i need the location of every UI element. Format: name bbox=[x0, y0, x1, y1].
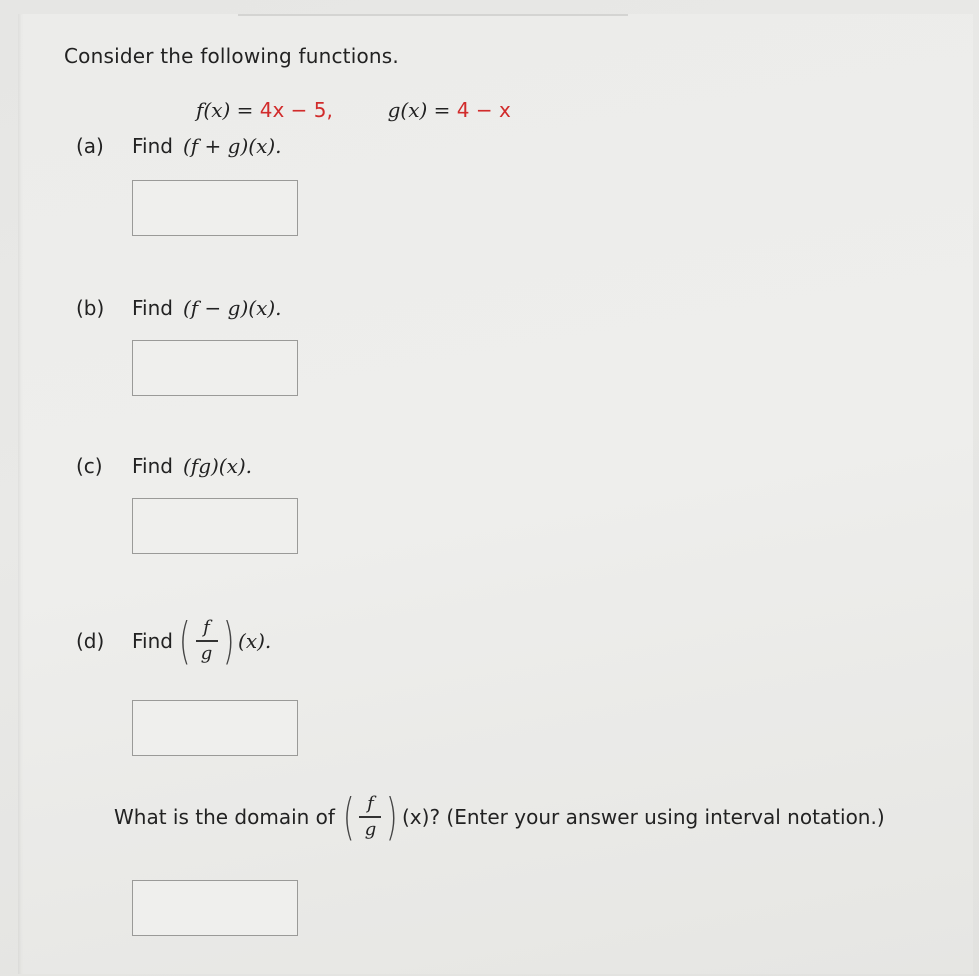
part-expression: (fg)(x). bbox=[182, 454, 253, 478]
fraction-denominator: g bbox=[200, 642, 213, 664]
part-a-prompt bbox=[76, 134, 282, 158]
g-definition-rhs: 4 − x bbox=[456, 98, 511, 122]
part-d-prompt bbox=[76, 612, 272, 670]
fraction-numerator: f bbox=[367, 793, 374, 815]
fraction-denominator: g bbox=[364, 818, 377, 840]
answer-box-c[interactable] bbox=[132, 498, 298, 554]
answer-box-a[interactable] bbox=[132, 180, 298, 236]
f-definition-lhs: f(x) = bbox=[196, 98, 260, 122]
answer-box-b[interactable] bbox=[132, 340, 298, 396]
domain-question bbox=[114, 788, 885, 846]
part-expression-suffix: (x). bbox=[238, 629, 272, 653]
fraction-f-over-g: ( $\frac{f}{g}$ ) bbox=[342, 788, 399, 846]
answer-box-domain[interactable] bbox=[132, 880, 298, 936]
domain-question-text: What is the domain of bbox=[114, 805, 335, 829]
part-expression: (f − g)(x). bbox=[182, 296, 282, 320]
function-definitions bbox=[196, 98, 511, 122]
question-page bbox=[18, 14, 973, 974]
top-divider bbox=[238, 14, 628, 16]
intro-text: Consider the following functions. bbox=[64, 44, 399, 68]
f-definition-rhs: 4x − 5, bbox=[259, 98, 333, 122]
domain-question-suffix: (x)? (Enter your answer using interval notation.) bbox=[402, 805, 885, 829]
fraction-f-over-g: ( $\frac{f}{g}$ ) bbox=[178, 612, 235, 670]
find-text: Find bbox=[132, 454, 173, 478]
part-expression: (f + g)(x). bbox=[182, 134, 282, 158]
find-text: Find bbox=[132, 296, 173, 320]
find-text: Find bbox=[132, 629, 173, 653]
part-label: (a) bbox=[76, 134, 104, 158]
part-label: (d) bbox=[76, 629, 105, 653]
answer-box-d[interactable] bbox=[132, 700, 298, 756]
part-c-prompt bbox=[76, 454, 252, 478]
part-b-prompt bbox=[76, 296, 282, 320]
fraction-numerator: f bbox=[203, 617, 210, 639]
find-text: Find bbox=[132, 134, 173, 158]
part-label: (b) bbox=[76, 296, 105, 320]
g-definition-lhs: g(x) = bbox=[387, 98, 457, 122]
part-label: (c) bbox=[76, 454, 103, 478]
